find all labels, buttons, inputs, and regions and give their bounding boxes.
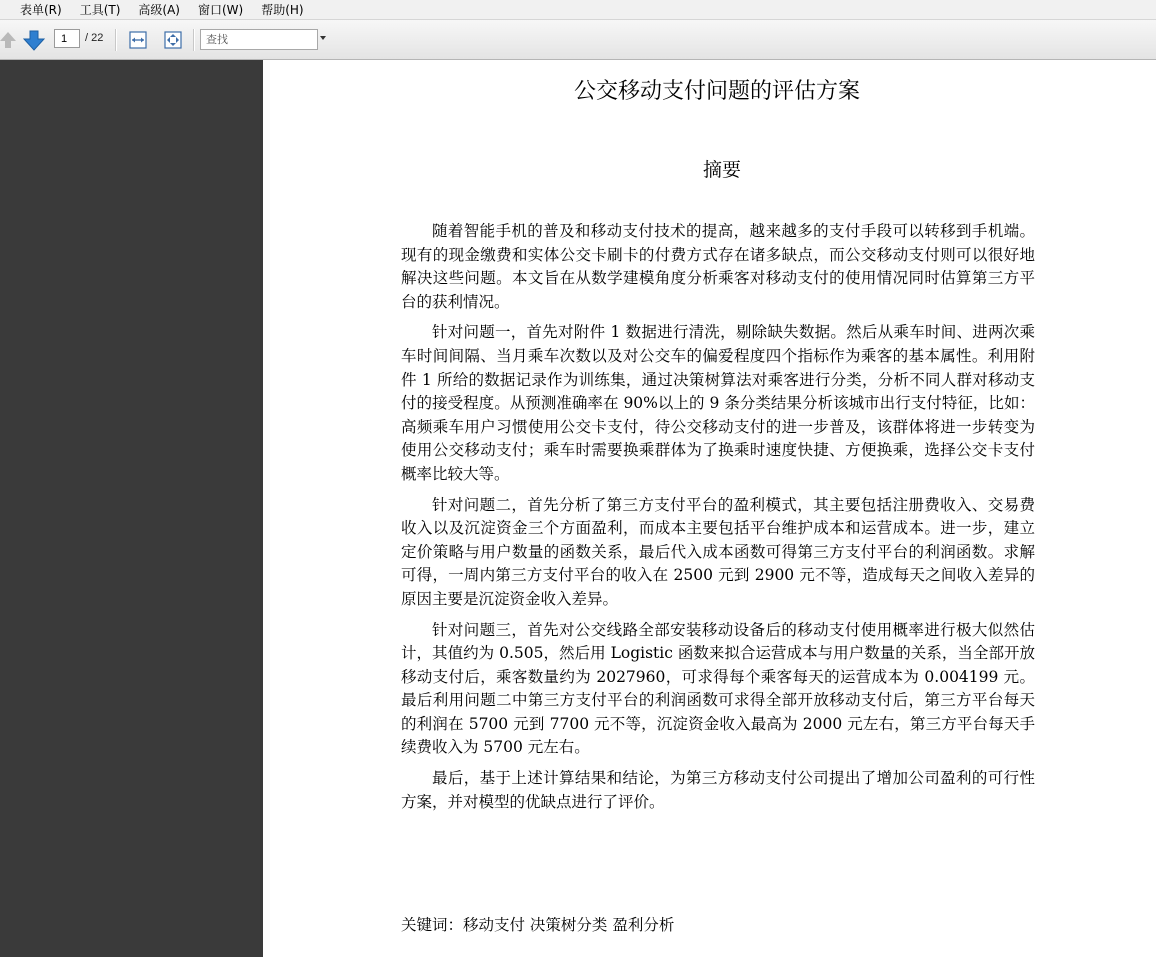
menu-tools[interactable]: 工具(T): [79, 3, 121, 17]
menu-advanced[interactable]: 高级(A): [138, 3, 180, 17]
search-input[interactable]: 查找: [200, 29, 318, 50]
page-total: / 22: [85, 32, 104, 44]
menu-window[interactable]: 窗口(W): [197, 3, 244, 17]
next-page-icon[interactable]: [23, 29, 45, 51]
toolbar: [0, 20, 1156, 60]
toolbar-divider: [115, 29, 117, 51]
abstract-heading: 摘要: [702, 159, 741, 181]
menu-help[interactable]: 帮助(H): [261, 3, 304, 17]
abstract-paragraph: 针对问题二，首先分析了第三方支付平台的盈利模式，其主要包括注册费收入、交易费收入以及沉淀资金三个方面盈利，而成本主要包括平台维护成本和运营成本。进一步，建立定价策略与用户数量的函数关系，最后代入成本函数可得第三方支付平台的利润函数。求解可得，一周内第三方支付平台的收入在 2500 元到 2900 元不等，造成每天之间收入差异的原因主要是沉淀资金收入差异。: [401, 495, 1035, 608]
search-dropdown-icon[interactable]: [320, 36, 326, 40]
abstract-paragraph: 针对问题一，首先对附件 1 数据进行清洗，剔除缺失数据。然后从乘车时间、进两次乘车时间间隔、当月乘车次数以及对公交车的偏爱程度四个指标作为乘客的基本属性。利用附件 1 所给的数据记录作为训练集，通过决策树算法对乘客进行分类，分析不同人群对移动支付的接受程度。从预测准确率在 90%以上的 9 条分类结果分析该城市出行支付特征，比如：高频乘车用户习惯使用公交卡支付，待公交移动支付的进一步普及，该群体将进一步转变为使用公交移动支付；乘车时需要换乘群体为了换乘时速度快捷、方便换乘，选择公交卡支付概率比较大等。: [401, 323, 1035, 483]
abstract-paragraph: 针对问题三，首先对公交线路全部安装移动设备后的移动支付使用概率进行极大似然估计，其值约为 0.505，然后用 Logistic 函数来拟合运营成本与用户数量的关系，当全部开放移动支付后，乘客数量约为 2027960，可求得每个乘客每天的运营成本为 0.004199 元。最后利用问题二中第三方支付平台的利润函数可求得全部开放移动支付后，第三方平台每天的利润在 5700 元到 7700 元不等，沉淀资金收入最高为 2000 元左右，第三方平台每天手续费收入为 5700 元左右。: [401, 620, 1035, 757]
menu-form[interactable]: 表单(R): [20, 3, 62, 17]
document-title: 公交移动支付问题的评估方案: [573, 79, 860, 104]
navigation-panel: [0, 60, 263, 957]
toolbar-divider: [193, 29, 195, 51]
keywords: 关键词：移动支付 决策树分类 盈利分析: [401, 916, 675, 934]
abstract-paragraph: 最后，基于上述计算结果和结论，为第三方移动支付公司提出了增加公司盈利的可行性方案，并对模型的优缺点进行了评价。: [401, 769, 1035, 811]
abstract-paragraph: 随着智能手机的普及和移动支付技术的提高，越来越多的支付手段可以转移到手机端。现有的现金缴费和实体公交卡刷卡的付费方式存在诸多缺点，而公交移动支付则可以很好地解决这些问题。本文旨在从数学建模角度分析乘客对移动支付的使用情况同时估算第三方平台的获利情况。: [401, 222, 1035, 311]
abstract-body: [401, 220, 1035, 821]
fit-width-icon[interactable]: [128, 30, 148, 50]
menu-bar: [0, 0, 1156, 20]
previous-page-icon[interactable]: [0, 29, 16, 51]
page-number-input[interactable]: 1: [54, 29, 80, 48]
document-page: [263, 60, 1156, 957]
fit-page-icon[interactable]: [163, 30, 183, 50]
